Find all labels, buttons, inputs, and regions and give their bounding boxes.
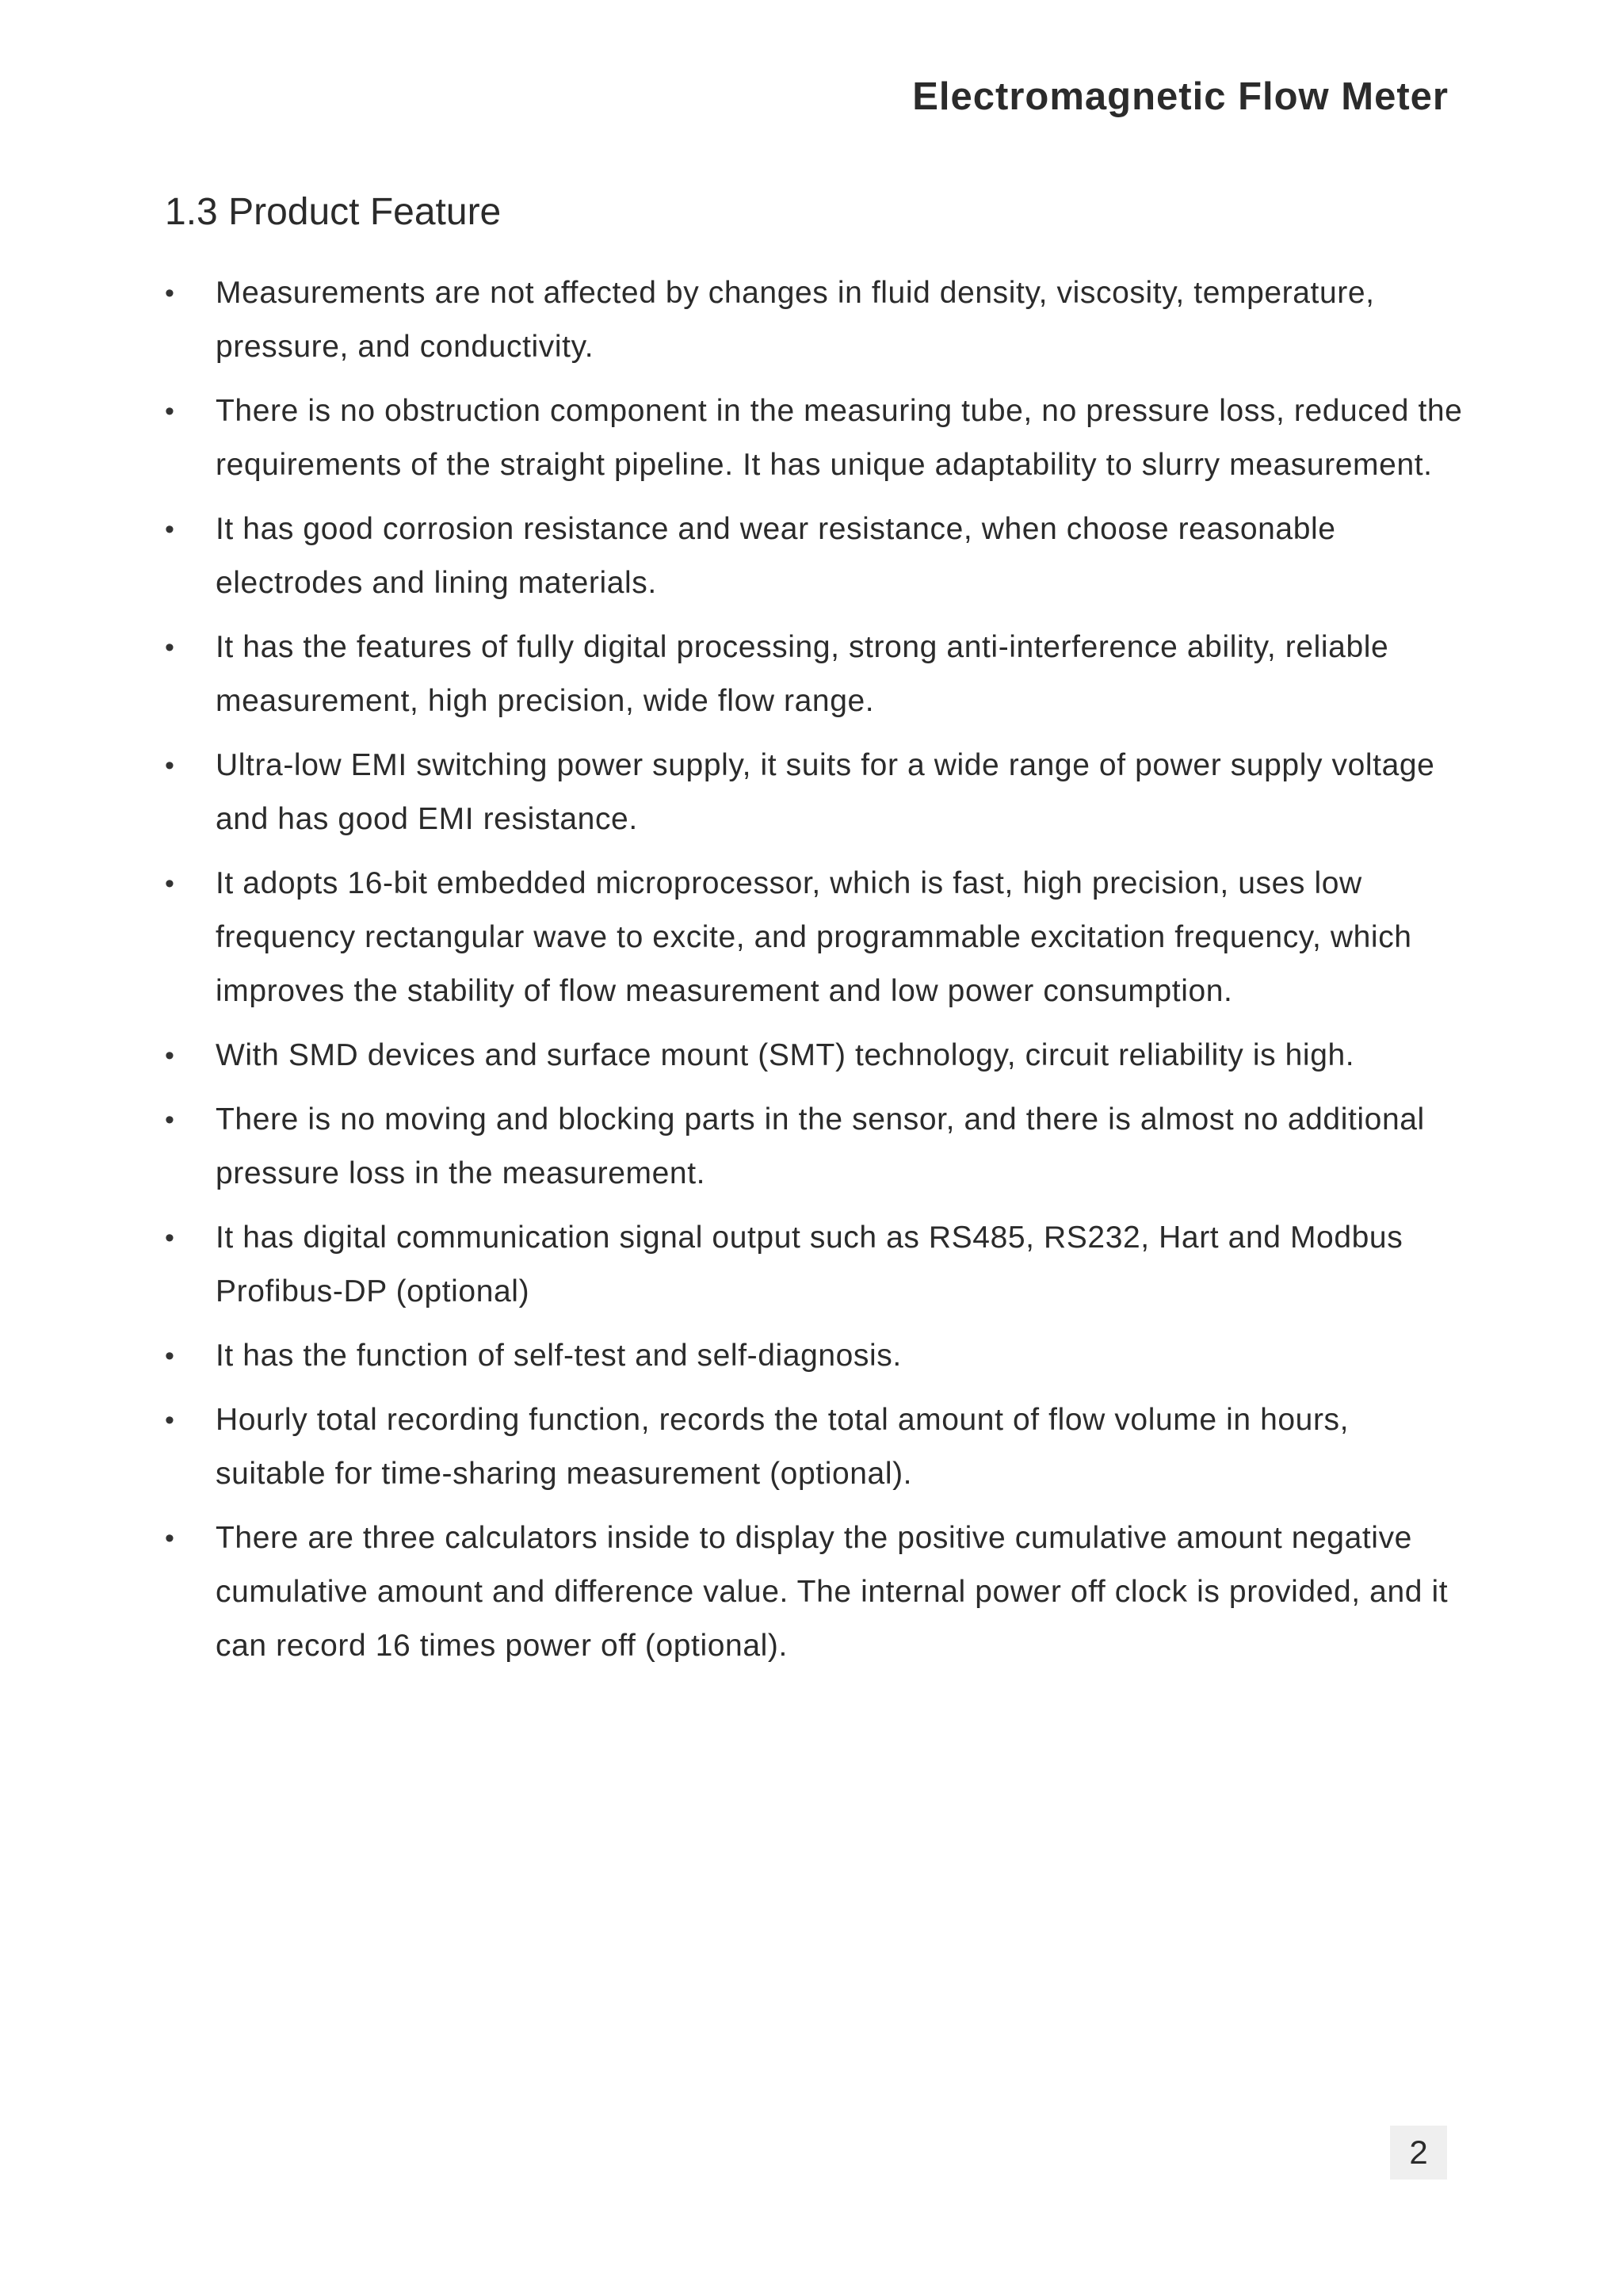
bullet-icon: • xyxy=(165,1223,175,1253)
bullet-icon: • xyxy=(165,278,175,308)
list-item-text: With SMD devices and surface mount (SMT) technology, circuit reliability is high. xyxy=(216,1038,1355,1072)
list-item xyxy=(165,502,1465,610)
bullet-icon: • xyxy=(165,396,175,426)
list-item-text: It adopts 16-bit embedded microprocessor, which is fast, high precision, uses low frequency rectangular wave to excite, and programmable excitation frequency, which improves the stability of flow measurement and low power consumption. xyxy=(216,866,1412,1008)
bullet-icon: • xyxy=(165,1105,175,1135)
list-item-text: There is no obstruction component in the measuring tube, no pressure loss, reduced the requirements of the straight pipeline. It has unique adaptability to slurry measurement. xyxy=(216,394,1463,482)
list-item-text: It has the features of fully digital processing, strong anti-interference ability, reliable measurement, high precision, wide flow range. xyxy=(216,630,1389,718)
bullet-icon: • xyxy=(165,1341,175,1371)
running-header-title: Electromagnetic Flow Meter xyxy=(912,75,1449,118)
bullet-icon: • xyxy=(165,1523,175,1553)
list-item-text: There are three calculators inside to display the positive cumulative amount negative cumulative amount and difference value. The internal power off clock is provided, and it can record 16 times power off (optional). xyxy=(216,1521,1449,1663)
list-item xyxy=(165,384,1465,492)
list-item-text: Hourly total recording function, records the total amount of flow volume in hours, suitable for time-sharing measurement (optional). xyxy=(216,1403,1350,1491)
list-item xyxy=(165,1393,1465,1501)
list-item xyxy=(165,1511,1465,1673)
page-number-text: 2 xyxy=(1409,2134,1428,2171)
list-item xyxy=(165,739,1465,846)
list-item-text: It has the function of self-test and self-diagnosis. xyxy=(216,1339,902,1373)
list-item-text: Ultra-low EMI switching power supply, it suits for a wide range of power supply voltage and has good EMI resistance. xyxy=(216,748,1435,836)
page-number xyxy=(1390,2126,1447,2179)
list-item xyxy=(165,857,1465,1018)
list-item xyxy=(165,621,1465,728)
list-item-text: There is no moving and blocking parts in the sensor, and there is almost no additional pressure loss in the measurement. xyxy=(216,1102,1425,1190)
bullet-icon: • xyxy=(165,751,175,781)
list-item xyxy=(165,266,1465,374)
section-title: 1.3 Product Feature xyxy=(165,191,502,233)
list-item xyxy=(165,1211,1465,1319)
bullet-icon: • xyxy=(165,869,175,899)
list-item xyxy=(165,1093,1465,1201)
list-item-text: Measurements are not affected by changes in fluid density, viscosity, temperature, pressure, and conductivity. xyxy=(216,276,1375,364)
list-item xyxy=(165,1329,1465,1383)
bullet-icon: • xyxy=(165,1405,175,1435)
list-item-text: It has good corrosion resistance and wear resistance, when choose reasonable electrodes and lining materials. xyxy=(216,512,1336,600)
feature-list xyxy=(165,266,1465,1683)
bullet-icon: • xyxy=(165,632,175,663)
bullet-icon: • xyxy=(165,514,175,544)
list-item-text: It has digital communication signal output such as RS485, RS232, Hart and Modbus Profibus-DP (optional) xyxy=(216,1221,1403,1308)
list-item xyxy=(165,1029,1465,1083)
bullet-icon: • xyxy=(165,1041,175,1071)
